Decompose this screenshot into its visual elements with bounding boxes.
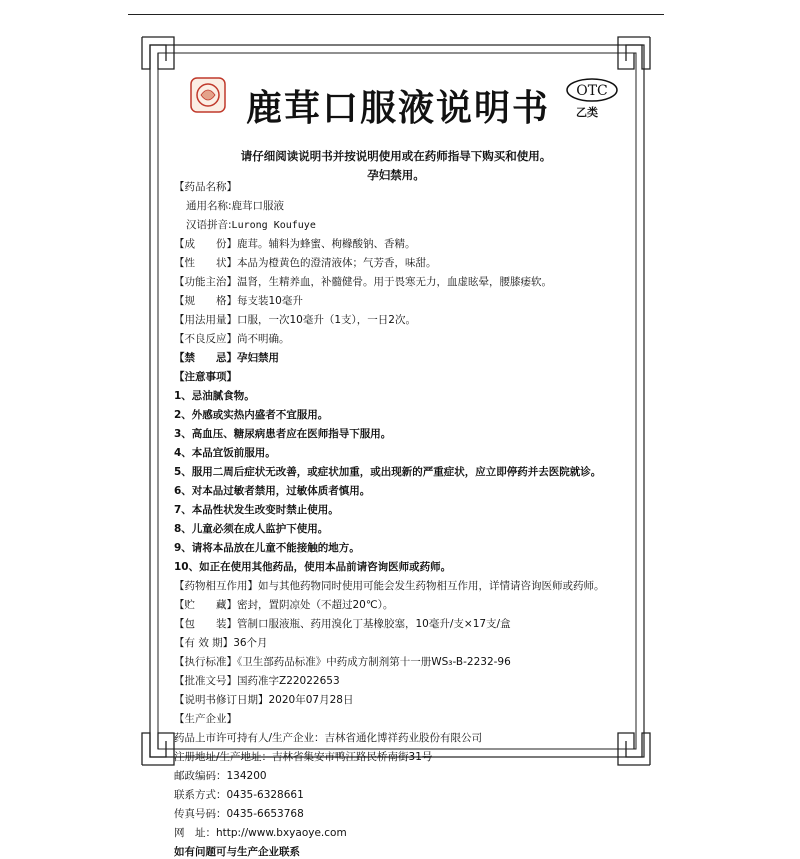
pinyin-value: Lurong Koufuye	[231, 220, 316, 231]
field-dosage	[174, 313, 416, 327]
field-shelf-life	[174, 636, 268, 650]
precaution-item: 3、高血压、糖尿病患者应在医师指导下服用。	[174, 428, 392, 440]
field-value: 尚不明确。	[237, 333, 290, 345]
field-value: 36个月	[233, 637, 268, 649]
leaflet-sheet	[128, 14, 664, 858]
field-value: 《卫生部药品标准》中药成方制剂第十一册WS₃-B-2232-96	[237, 656, 511, 668]
otc-class-label: 乙类	[576, 106, 598, 119]
field-drug-interactions	[174, 579, 605, 593]
field-label: 【包 装】	[174, 618, 237, 630]
manufacturer-line: 邮政编码：134200	[174, 770, 267, 782]
manufacturer-line: 药品上市许可持有人/生产企业：吉林省通化博祥药业股份有限公司	[174, 732, 483, 744]
field-label: 【执行标准】	[174, 656, 237, 668]
field-value: 每支装10毫升	[237, 295, 303, 307]
field-label: 【功能主治】	[174, 276, 237, 288]
precaution-item: 6、对本品过敏者禁用，过敏体质者慎用。	[174, 485, 371, 497]
section-precautions-header: 【注意事项】	[174, 371, 237, 383]
precaution-item: 8、儿童必须在成人监护下使用。	[174, 523, 329, 535]
otc-badge-icon	[566, 78, 618, 102]
precaution-item: 5、服用二周后症状无改善，或症状加重，或出现新的严重症状，应立即停药并去医院就诊。	[174, 466, 602, 478]
field-label: 【说明书修订日期】	[174, 694, 269, 706]
field-label: 【不良反应】	[174, 333, 237, 345]
precaution-item: 10、如正在使用其他药品，使用本品前请咨询医师或药师。	[174, 561, 452, 573]
field-ingredients	[174, 237, 416, 251]
field-description	[174, 256, 437, 270]
manufacturer-line: 注册地址/生产地址：吉林省集安市鸭江路民桥南街31号	[174, 751, 433, 763]
field-label: 【规 格】	[174, 295, 237, 307]
field-value: 如与其他药物同时使用可能会发生药物相互作用，详情请咨询医师或药师。	[258, 580, 605, 592]
field-value: 密封，置阴凉处（不超过20℃）。	[237, 599, 394, 611]
field-label: 【性 状】	[174, 257, 237, 269]
field-indications	[174, 275, 552, 289]
manufacturer-line: 网 址：http://www.bxyaoye.com	[174, 827, 347, 839]
field-label: 【有 效 期】	[174, 637, 234, 649]
precaution-item: 2、外感或实热内盛者不宜服用。	[174, 409, 329, 421]
section-drug-name-header: 【药品名称】	[174, 181, 237, 193]
field-label: 【药物相互作用】	[174, 580, 258, 592]
generic-name-value: 鹿茸口服液	[231, 200, 285, 212]
precaution-item: 1、忌油腻食物。	[174, 390, 255, 402]
generic-name-row	[186, 199, 284, 213]
field-value: 口服，一次10毫升（1支），一日2次。	[237, 314, 416, 326]
field-label: 【批准文号】	[174, 675, 237, 687]
manufacturer-line: 传真号码：0435-6653768	[174, 808, 304, 820]
field-value: 温肾，生精养血，补髓健骨。用于畏寒无力，血虚眩晕，腰膝痿软。	[237, 276, 552, 288]
field-value: 国药准字Z22022653	[237, 675, 340, 687]
field-adverse-reactions	[174, 332, 290, 346]
generic-name-label: 通用名称:	[186, 200, 232, 212]
pinyin-row	[186, 218, 316, 233]
field-approval-number	[174, 674, 340, 688]
field-value: 管制口服液瓶、药用溴化丁基橡胶塞，10毫升/支×17支/盒	[237, 618, 511, 630]
field-value: 孕妇禁用	[237, 352, 279, 364]
field-label: 【禁 忌】	[174, 352, 237, 364]
field-packaging	[174, 617, 511, 631]
field-label: 【贮 藏】	[174, 599, 237, 611]
field-standard	[174, 655, 511, 669]
field-label: 【用法用量】	[174, 314, 237, 326]
field-value: 鹿茸。辅料为蜂蜜、枸橼酸钠、香精。	[237, 238, 416, 250]
otc-badge-text: OTC	[576, 83, 608, 99]
precaution-item: 9、请将本品放在儿童不能接触的地方。	[174, 542, 360, 554]
precaution-item: 4、本品宜饭前服用。	[174, 447, 276, 459]
field-revision-date	[174, 693, 353, 707]
field-label: 【成 份】	[174, 238, 237, 250]
pregnancy-notice: 孕妇禁用。	[367, 168, 425, 182]
field-storage	[174, 598, 393, 612]
field-contraindications	[174, 351, 279, 365]
contact-footer-note: 如有问题可与生产企业联系	[174, 846, 300, 858]
pinyin-label: 汉语拼音:	[186, 219, 232, 231]
section-manufacturer-header: 【生产企业】	[174, 713, 237, 725]
usage-notice: 请仔细阅读说明书并按说明使用或在药师指导下购买和使用。	[240, 149, 552, 163]
field-value: 本品为橙黄色的澄清液体；气芳香，味甜。	[237, 257, 437, 269]
document-title: 鹿茸口服液说明书	[245, 88, 550, 129]
manufacturer-line: 联系方式：0435-6328661	[174, 789, 304, 801]
field-value: 2020年07月28日	[268, 694, 354, 706]
precaution-item: 7、本品性状发生改变时禁止使用。	[174, 504, 339, 516]
field-specification	[174, 294, 303, 308]
